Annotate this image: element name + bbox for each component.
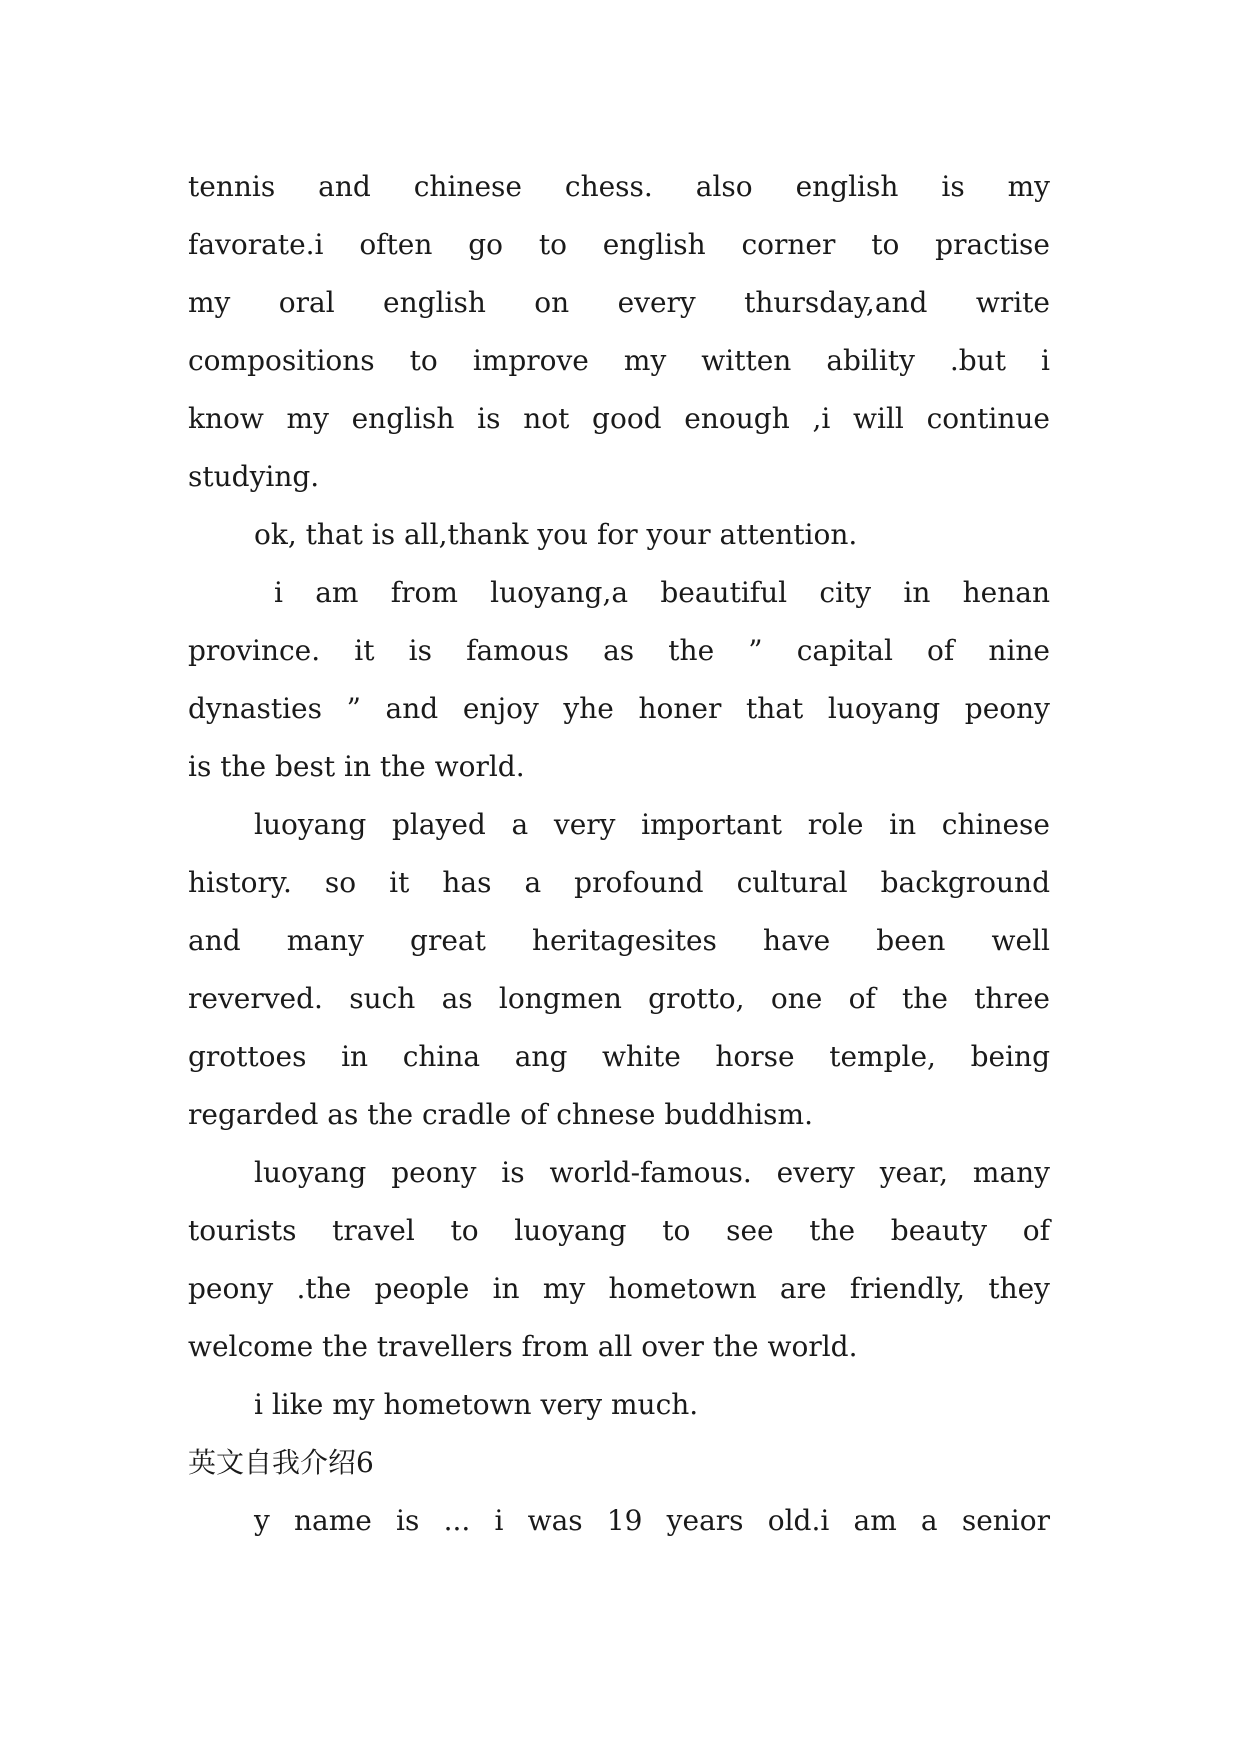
text-line: history. so it has a profound cultural background bbox=[188, 866, 1050, 899]
text-line: and many great heritagesites have been well bbox=[188, 924, 1050, 957]
text-line: favorate.i often go to english corner to practise bbox=[188, 228, 1050, 261]
text-line: ok, that is all,thank you for your attention. bbox=[254, 518, 858, 551]
text-line: welcome the travellers from all over the world. bbox=[188, 1330, 858, 1363]
text-line: luoyang played a very important role in chinese bbox=[254, 808, 1050, 841]
text-line: peony .the people in my hometown are friendly, they bbox=[188, 1272, 1050, 1305]
text-line: studying. bbox=[188, 460, 320, 493]
text-line: province. it is famous as the ” capital of nine bbox=[188, 634, 1050, 667]
text-line: regarded as the cradle of chnese buddhism. bbox=[188, 1098, 813, 1131]
text-line: grottoes in china ang white horse temple, being bbox=[188, 1040, 1050, 1073]
section-heading: 英文自我介绍6 bbox=[188, 1446, 374, 1479]
text-line: i like my hometown very much. bbox=[254, 1388, 699, 1421]
text-line: luoyang peony is world-famous. every year, many bbox=[254, 1156, 1050, 1189]
text-line: reverved. such as longmen grotto, one of the three bbox=[188, 982, 1050, 1015]
text-line: tourists travel to luoyang to see the beauty of bbox=[188, 1214, 1050, 1247]
text-line: y name is ... i was 19 years old.i am a senior bbox=[254, 1504, 1050, 1537]
text-line: dynasties ” and enjoy yhe honer that luoyang peony bbox=[188, 692, 1050, 725]
text-line: know my english is not good enough ,i will continue bbox=[188, 402, 1050, 435]
text-line: tennis and chinese chess. also english is my bbox=[188, 170, 1050, 203]
text-line: my oral english on every thursday,and write bbox=[188, 286, 1050, 319]
text-line: compositions to improve my witten ability .but i bbox=[188, 344, 1050, 377]
document-page bbox=[188, 158, 1050, 1550]
text-line: i am from luoyang,a beautiful city in henan bbox=[274, 576, 1050, 609]
text-line: is the best in the world. bbox=[188, 750, 525, 783]
